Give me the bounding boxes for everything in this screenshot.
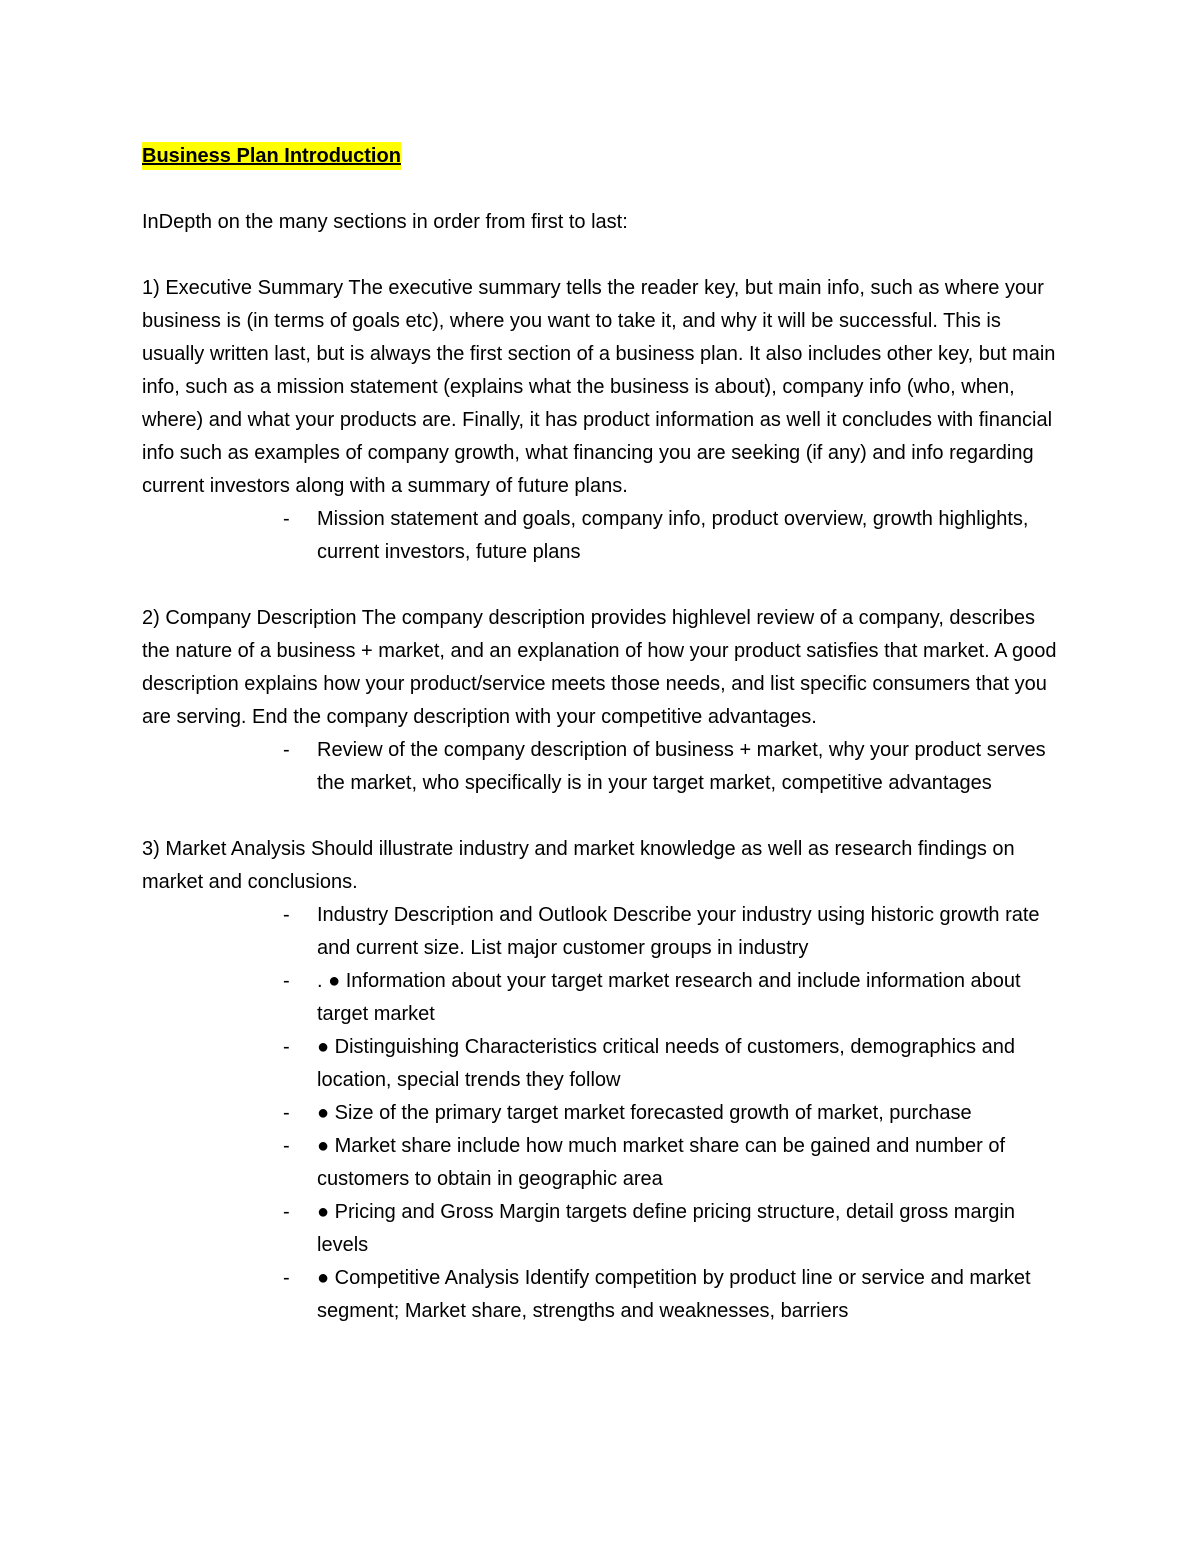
section-market-analysis bbox=[142, 833, 1067, 1328]
dash-marker: - bbox=[283, 1036, 290, 1058]
list-item bbox=[142, 1130, 1067, 1196]
section-company-description bbox=[142, 602, 1067, 800]
list-item-text: ● Distinguishing Characteristics critical needs of customers, demographics and location, special trends they follow bbox=[317, 1036, 1015, 1091]
list-item bbox=[142, 1262, 1067, 1328]
list-item bbox=[142, 965, 1067, 1031]
list-item bbox=[142, 1031, 1067, 1097]
list-item bbox=[142, 734, 1067, 800]
bullet-list bbox=[142, 503, 1067, 569]
bullet-list bbox=[142, 734, 1067, 800]
section-text: 3) Market Analysis Should illustrate industry and market knowledge as well as research findings on market and conclusions. bbox=[142, 838, 1015, 893]
section-executive-summary bbox=[142, 272, 1067, 569]
section-text: 1) Executive Summary The executive summary tells the reader key, but main info, such as where your business is (in terms of goals etc), where you want to take it, and why it will be successful. This is usually written last, but is always the first section of a business plan. It also includes other key, but main info, such as a mission statement (explains what the business is about), company info (who, when, where) and what your products are. Finally, it has product information as well it concludes with financial info such as examples of company growth, what financing you are seeking (if any) and info regarding current investors along with a summary of future plans. bbox=[142, 277, 1056, 497]
list-item-text: Review of the company description of business + market, why your product serves the market, who specifically is in your target market, competitive advantages bbox=[317, 739, 1046, 794]
document-title: Business Plan Introduction bbox=[142, 142, 401, 170]
dash-marker: - bbox=[283, 1201, 290, 1223]
list-item bbox=[142, 899, 1067, 965]
document-page bbox=[142, 140, 1067, 1361]
list-item-text: Mission statement and goals, company info, product overview, growth highlights, current investors, future plans bbox=[317, 508, 1029, 563]
dash-marker: - bbox=[283, 1135, 290, 1157]
dash-marker: - bbox=[283, 508, 290, 530]
list-item bbox=[142, 1097, 1067, 1130]
dash-marker: - bbox=[283, 739, 290, 761]
dash-marker: - bbox=[283, 904, 290, 926]
bullet-list bbox=[142, 899, 1067, 1328]
dash-marker: - bbox=[283, 1267, 290, 1289]
list-item-text: ● Market share include how much market share can be gained and number of customers to obtain in geographic area bbox=[317, 1135, 1006, 1190]
dash-marker: - bbox=[283, 1102, 290, 1124]
list-item-text: ● Pricing and Gross Margin targets define pricing structure, detail gross margin levels bbox=[317, 1201, 1015, 1256]
list-item bbox=[142, 503, 1067, 569]
list-item-text: . ● Information about your target market research and include information about target market bbox=[317, 970, 1021, 1025]
title-wrapper bbox=[142, 140, 1067, 173]
intro-paragraph: InDepth on the many sections in order from first to last: bbox=[142, 211, 628, 233]
list-item bbox=[142, 1196, 1067, 1262]
list-item-text: ● Competitive Analysis Identify competition by product line or service and market segment; Market share, strengths and weaknesses, barriers bbox=[317, 1267, 1031, 1322]
section-text: 2) Company Description The company description provides highlevel review of a company, describes the nature of a business + market, and an explanation of how your product satisfies that market. A good description explains how your product/service meets those needs, and list specific consumers that you are serving. End the company description with your competitive advantages. bbox=[142, 607, 1057, 728]
list-item-text: ● Size of the primary target market forecasted growth of market, purchase bbox=[317, 1102, 972, 1124]
list-item-text: Industry Description and Outlook Describe your industry using historic growth rate and current size. List major customer groups in industry bbox=[317, 904, 1040, 959]
dash-marker: - bbox=[283, 970, 290, 992]
